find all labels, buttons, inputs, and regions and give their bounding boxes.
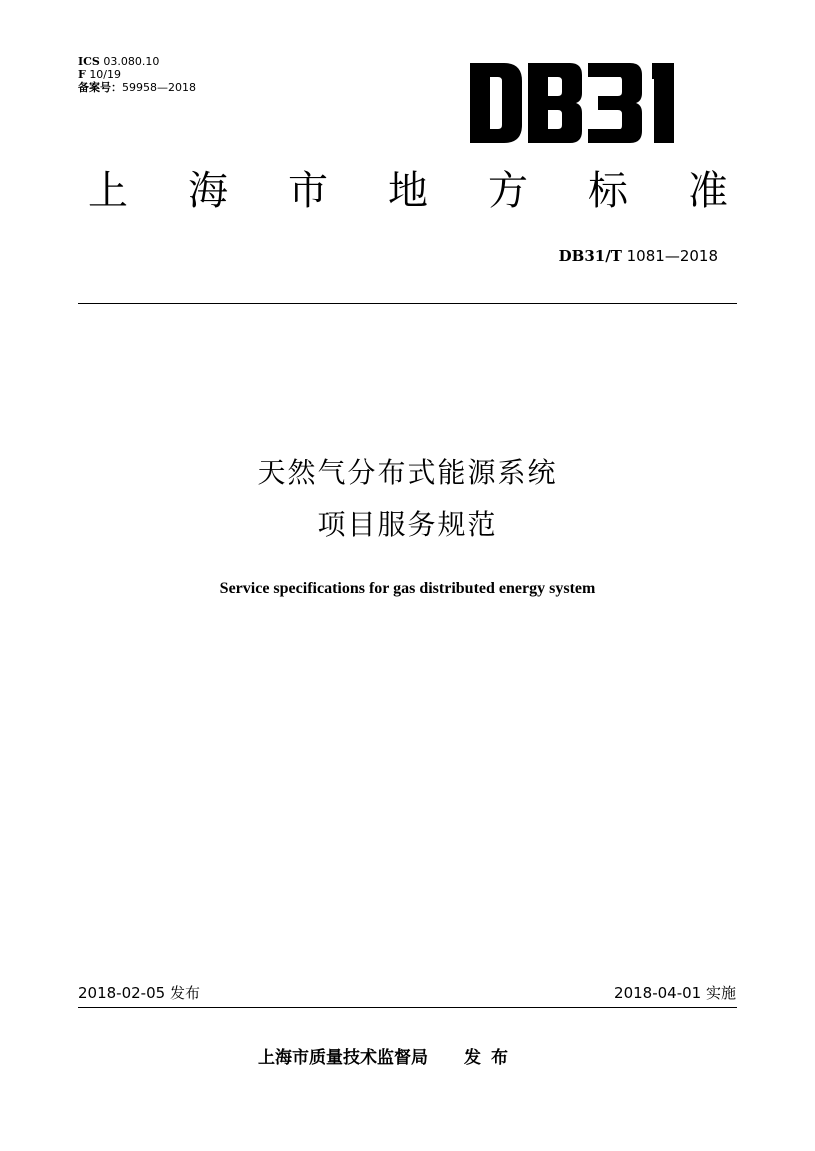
- standard-type-char: 准: [688, 168, 728, 214]
- standard-type-char: 标: [588, 168, 628, 214]
- standard-number: [559, 247, 718, 265]
- standard-number-prefix: DB31/T: [558, 247, 622, 265]
- ics-code: 03.080.10: [103, 55, 160, 68]
- publisher-action: 发布: [464, 1048, 518, 1068]
- document-title-line-1: 天然气分布式能源系统: [257, 456, 558, 489]
- header-divider: [78, 303, 737, 304]
- standard-type-char: 海: [188, 168, 228, 214]
- ccs-code: 10/19: [89, 68, 122, 81]
- record-label: 备案号：: [78, 81, 122, 94]
- standard-type-char: 方: [488, 168, 528, 214]
- standard-type-char: 市: [288, 168, 328, 214]
- publisher-name: 上海市质量技术监督局: [258, 1048, 428, 1068]
- record-row: [78, 81, 196, 94]
- english-title: Service specifications for gas distributed energy system: [219, 580, 596, 597]
- issue-date: 2018-02-05 发布: [78, 984, 200, 1002]
- publisher: [258, 1047, 518, 1069]
- ccs-label: F: [78, 68, 86, 81]
- db31-logo: [470, 63, 692, 143]
- document-title-line-2: 项目服务规范: [317, 508, 498, 541]
- standard-type-title: [88, 168, 728, 214]
- standard-type-char: 上: [88, 168, 128, 214]
- document-metadata: [78, 55, 196, 94]
- ics-row: [78, 55, 196, 68]
- ics-label: ICS: [78, 55, 100, 68]
- record-number: 59958—2018: [122, 81, 196, 94]
- ccs-row: [78, 68, 196, 81]
- standard-type-char: 地: [388, 168, 428, 214]
- footer-divider: [78, 1007, 737, 1008]
- standard-number-value: 1081—2018: [626, 247, 718, 265]
- implementation-date: 2018-04-01 实施: [614, 984, 736, 1002]
